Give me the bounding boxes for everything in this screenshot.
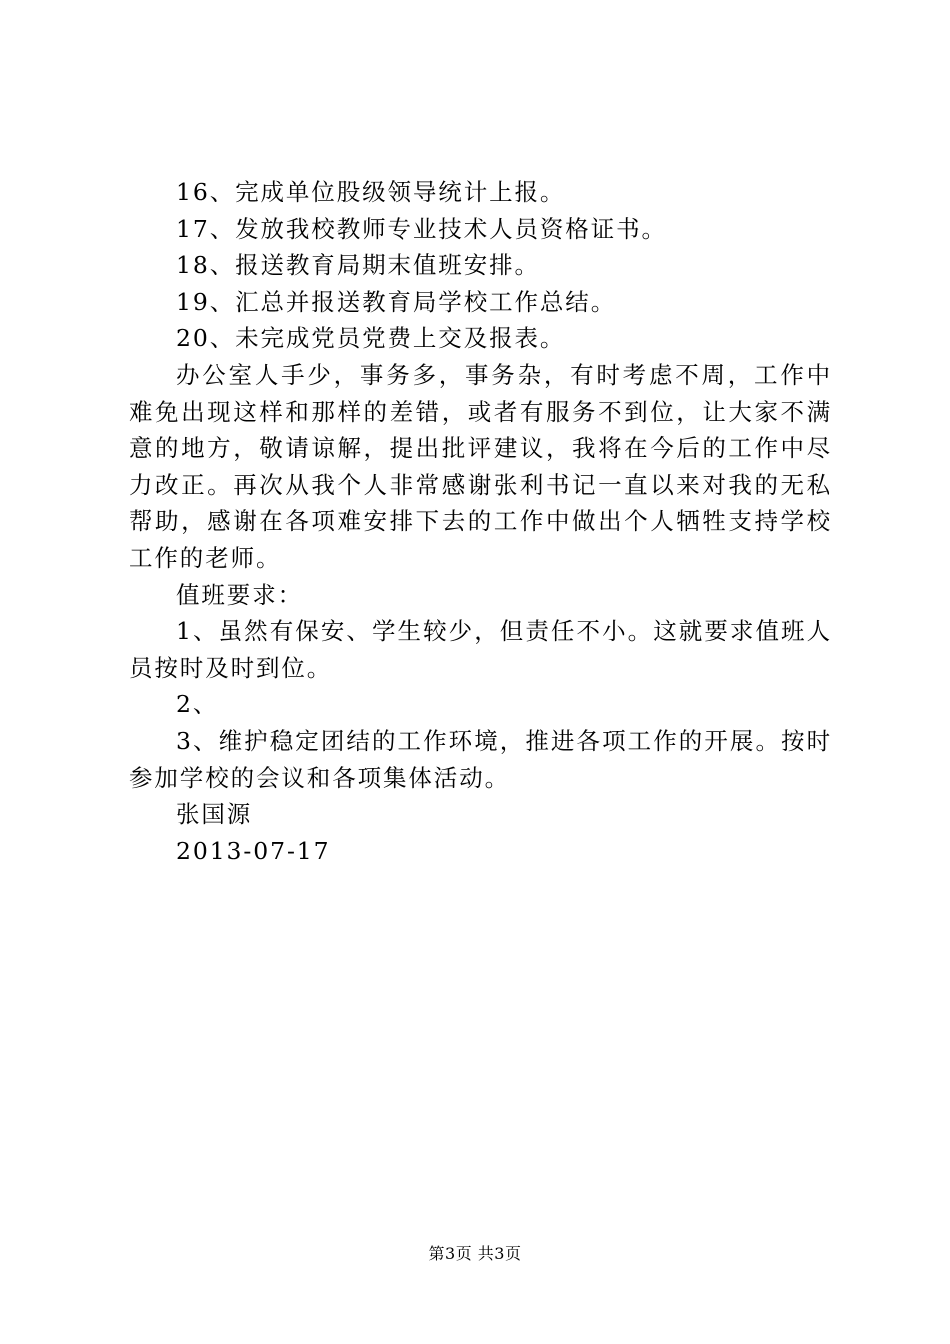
paragraph-item-17: 17、发放我校教师专业技术人员资格证书。: [176, 214, 667, 243]
paragraph-office-note: 办公室人手少，事务多，事务杂，有时考虑不周，工作中难免出现这样和那样的差错，或者有服务不到位，让大家不满意的地方，敬请谅解，提出批评建议，我将在今后的工作中尽力改正。再次从我个人非常感谢张利书记一直以来对我的无私帮助，感谢在各项难安排下去的工作中做出个人牺牲支持学校工作的老师。: [129, 360, 832, 572]
paragraph-duty-item-2: 2、: [176, 690, 219, 719]
signature-date: 2013-07-17: [176, 836, 331, 865]
paragraph-item-19: 19、汇总并报送教育局学校工作总结。: [176, 287, 617, 316]
page-footer: 第3页 共3页: [428, 1244, 522, 1263]
paragraph-item-20: 20、未完成党员党费上交及报表。: [176, 324, 566, 353]
paragraph-item-16: 16、完成单位股级领导统计上报。: [176, 178, 566, 206]
paragraph-duty-heading: 值班要求：: [176, 580, 303, 609]
signature-name: 张国源: [176, 800, 253, 829]
document-body: [129, 174, 832, 869]
paragraph-item-18: 18、报送教育局期末值班安排。: [176, 251, 540, 280]
paragraph-duty-item-3: 3、维护稳定团结的工作环境，推进各项工作的开展。按时参加学校的会议和各项集体活动。: [129, 726, 832, 792]
paragraph-duty-item-1: 1、虽然有保安、学生较少，但责任不小。这就要求值班人员按时及时到位。: [129, 617, 832, 682]
